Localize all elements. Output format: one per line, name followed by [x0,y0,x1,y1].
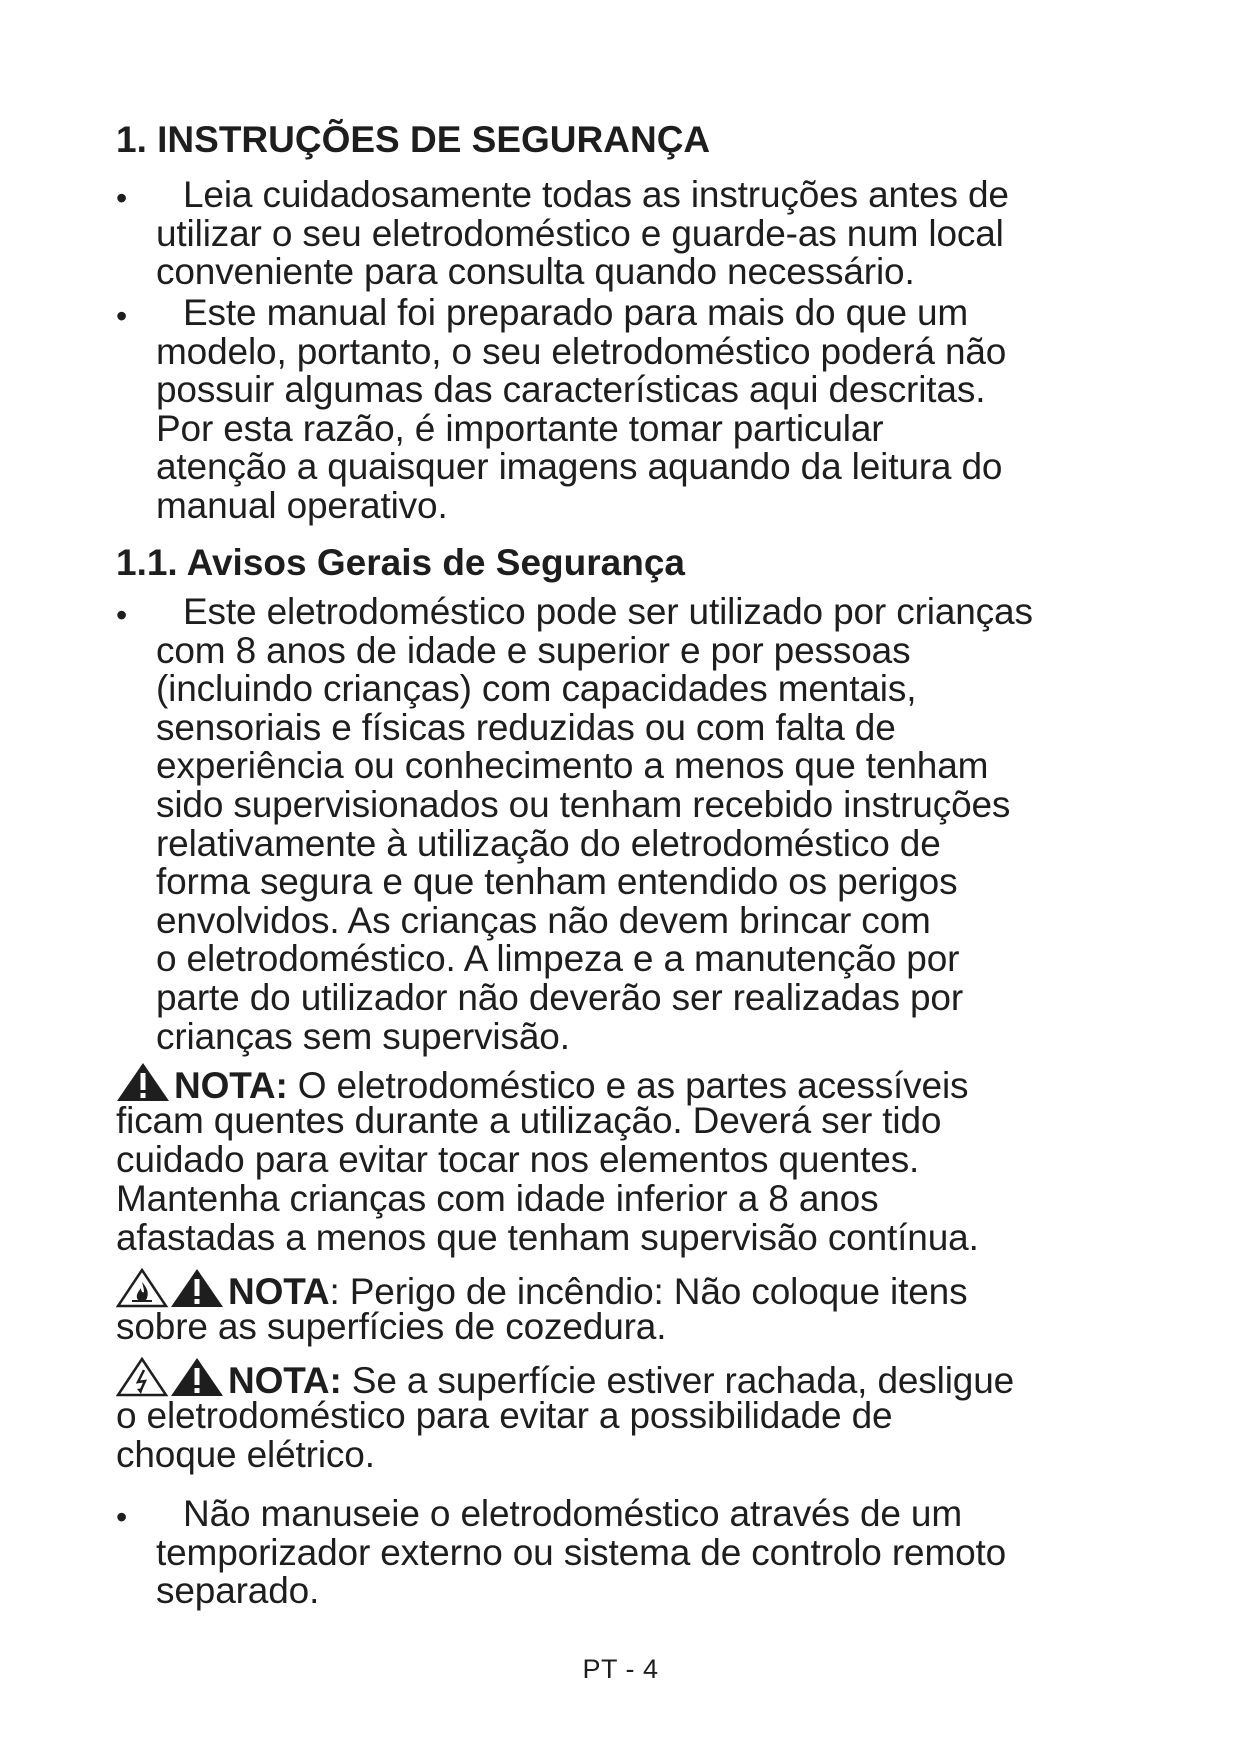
text-line: afastadas a menos que tenham supervisão contínua. [116,1217,979,1258]
text-line: Não manuseie o eletrodoméstico através de um [183,1493,963,1534]
text-line: choque elétrico. [116,1434,375,1475]
bullet-marker: • [116,1499,128,1535]
text-line: envolvidos. As crianças não devem brincar com [156,899,931,941]
warning-note-hot-surfaces [116,1062,979,1257]
text-line: relativamente à utilização do eletrodoméstico de [156,822,941,864]
text-line: possuir algumas das características aqui descritas. [156,369,986,411]
text-line: Este eletrodoméstico pode ser utilizado por crianças [183,591,1033,632]
subsection-title: 1.1. Avisos Gerais de Segurança [116,542,685,583]
bullet-marker: • [116,597,128,633]
text-line: Leia cuidadosamente todas as instruções antes de [183,174,1009,215]
section-title: 1. INSTRUÇÕES DE SEGURANÇA [116,119,711,160]
note-label: NOTA: [174,1065,288,1106]
text-line: separado. [156,1570,320,1612]
text-line: parte do utilizador não deverão ser realizadas por [156,976,963,1018]
text-line: crianças sem supervisão. [156,1015,570,1057]
bullet-marker: • [116,298,128,334]
text-line: utilizar o seu eletrodoméstico e guarde-as num local [156,212,1004,254]
text-line: ficam quentes durante a utilização. Deverá ser tido [116,1100,942,1141]
text-line: (incluindo crianças) com capacidades mentais, [156,668,917,710]
note-label: NOTA [228,1271,330,1312]
text-line: sobre as superfícies de cozedura. [116,1306,667,1347]
text-line: cuidado para evitar tocar nos elementos quentes. [116,1139,920,1180]
note-text: Se a superfície estiver rachada, desligue [341,1360,1015,1401]
page-number: PT - 4 [582,1654,659,1684]
bullet-marker: • [116,180,128,216]
note-text: O eletrodoméstico e as partes acessíveis [287,1065,969,1106]
text-line: com 8 anos de idade e superior e por pessoas [156,629,911,671]
text-line: Por esta razão, é importante tomar particular [156,407,884,449]
text-line: forma segura e que tenham entendido os perigos [156,861,958,903]
note-text: : Perigo de incêndio: Não coloque itens [329,1271,968,1312]
warning-note-electric [116,1357,1014,1474]
text-line: o eletrodoméstico para evitar a possibilidade de [116,1395,893,1436]
text-line: atenção a quaisquer imagens aquando da leitura do [156,446,1003,488]
text-line: conveniente para consulta quando necessário. [156,251,915,293]
warning-note-fire [116,1268,967,1346]
text-line: Este manual foi preparado para mais do que um [183,292,969,333]
text-line: sido supervisionados ou tenham recebido instruções [156,783,1011,825]
text-line: Mantenha crianças com idade inferior a 8 anos [116,1178,879,1219]
text-line: o eletrodoméstico. A limpeza e a manutenção por [156,938,960,980]
text-line: manual operativo. [156,484,448,526]
text-line: sensoriais e físicas reduzidas ou com falta de [156,706,896,748]
text-line: experiência ou conhecimento a menos que tenham [156,745,989,787]
text-line: temporizador externo ou sistema de controlo remoto [156,1531,1007,1573]
note-label: NOTA: [228,1360,342,1401]
text-line: modelo, portanto, o seu eletrodoméstico poderá não [156,330,1007,372]
